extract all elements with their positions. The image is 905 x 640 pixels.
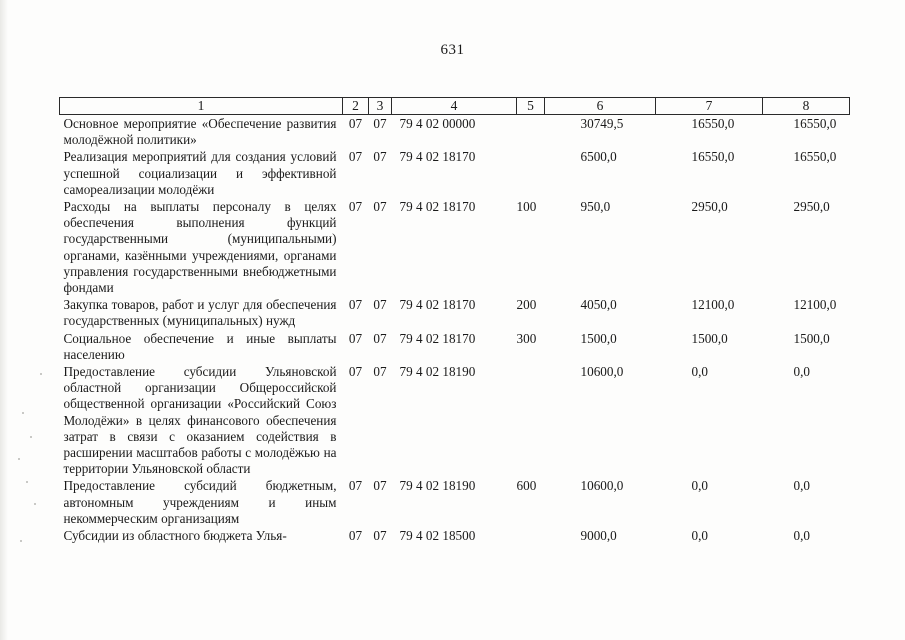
row-name-cell: Реализация мероприятий для создания условий успешной социализации и эффективной самореализации молодёжи [63,149,337,197]
scan-edge [0,0,8,640]
row-amount-col8-cell: 0,0 [793,364,810,380]
row-target-code-cell: 79 4 02 18190 [399,478,476,494]
row-name-cell: Закупка товаров, работ и услуг для обеспечения государственных (муниципальных) нужд [63,297,337,329]
row-amount-col7-cell: 1500,0 [691,330,728,346]
row-amount-col6-cell: 30749,5 [580,116,624,131]
row-amount-col6-cell: 9000,0 [580,528,617,544]
row-target-code-cell: 79 4 02 18170 [399,330,476,346]
scan-speck [18,458,20,460]
header-cell-4: 4 [392,98,517,115]
scan-speck [22,412,24,414]
row-amount-col8-cell: 12100,0 [793,297,837,313]
scan-speck [26,481,28,483]
header-cell-2: 2 [343,98,369,115]
row-name-cell: Социальное обеспечение и иные выплаты населению [63,330,337,362]
row-amount-col8-cell: 1500,0 [793,330,830,346]
row-subsection-cell: 07 [373,528,387,544]
row-subsection-cell: 07 [373,199,387,215]
row-name-cell: Расходы на выплаты персоналу в целях обеспечения выполнения функций государственными (муниципальными) органами, казёнными учреждениями, органами управления государственными внебюджетными фондами [63,199,337,296]
row-amount-col6-cell: 950,0 [580,199,611,215]
header-cell-8: 8 [763,98,850,115]
header-cell-1: 1 [60,98,343,115]
budget-table [59,97,850,544]
row-section-cell: 07 [348,478,363,494]
header-cell-7: 7 [656,98,763,115]
row-section-cell: 07 [348,116,363,131]
row-section-cell: 07 [348,149,363,165]
row-amount-col8-cell: 16550,0 [793,116,837,131]
row-target-code-cell: 79 4 02 18190 [399,364,476,380]
row-target-code-cell: 79 4 02 18170 [399,199,476,215]
header-row [60,98,850,115]
row-amount-col6-cell: 10600,0 [580,364,624,380]
table-row [60,198,850,296]
page-number: 631 [440,42,465,58]
row-section-cell: 07 [348,199,363,215]
scan-speck [30,436,32,438]
table-row [60,363,850,477]
row-amount-col6-cell: 1500,0 [580,330,617,346]
scan-speck [34,503,36,505]
row-target-code-cell: 79 4 02 18170 [399,149,476,165]
row-expense-type-cell [517,363,545,477]
scan-speck [20,540,22,542]
table-row [60,148,850,198]
row-target-code-cell: 79 4 02 18500 [399,528,476,544]
row-amount-col8-cell: 2950,0 [793,199,830,215]
row-subsection-cell: 07 [373,364,387,380]
table-row [60,330,850,363]
row-target-code-cell: 79 4 02 00000 [399,116,476,131]
row-amount-col6-cell: 6500,0 [580,149,617,165]
header-cell-5: 5 [517,98,545,115]
header-cell-3: 3 [369,98,392,115]
row-amount-col7-cell: 0,0 [691,528,708,544]
row-amount-col8-cell: 16550,0 [793,149,837,165]
row-expense-type-cell: 600 [516,478,537,494]
row-amount-col6-cell: 4050,0 [580,297,617,313]
scan-speck [40,373,42,375]
row-amount-col7-cell: 2950,0 [691,199,728,215]
row-amount-col7-cell: 16550,0 [691,116,735,131]
row-expense-type-cell [517,527,545,544]
row-target-code-cell: 79 4 02 18170 [399,297,476,313]
row-expense-type-cell [517,115,545,149]
row-section-cell: 07 [348,297,363,313]
row-expense-type-cell [517,148,545,198]
row-section-cell: 07 [348,364,363,380]
row-name-cell: Предоставление субсидии Ульяновской областной организации Общероссийской общественной организации «Российский Союз Молодёжи» в целях финансового обеспечения затрат в связи с оказанием содействия в расширении масштабов работы с молодёжью на территории Ульяновской области [63,364,337,477]
row-amount-col8-cell: 0,0 [793,528,810,544]
row-expense-type-cell: 100 [516,199,537,215]
row-amount-col7-cell: 0,0 [691,364,708,380]
table-row [60,115,850,149]
row-subsection-cell: 07 [373,478,387,494]
row-expense-type-cell: 300 [516,330,537,346]
table-row [60,527,850,544]
row-expense-type-cell: 200 [516,297,537,313]
row-subsection-cell: 07 [373,149,387,165]
row-amount-col7-cell: 16550,0 [691,149,735,165]
row-name-cell: Основное мероприятие «Обеспечение развития молодёжной политики» [63,116,337,148]
table-row [60,477,850,527]
table-row [60,296,850,329]
header-cell-6: 6 [545,98,656,115]
row-section-cell: 07 [348,330,363,346]
row-name-cell: Предоставление субсидий бюджетным, автономным учреждениям и иным некоммерческим организациям [63,478,337,526]
row-amount-col6-cell: 10600,0 [580,478,624,494]
row-section-cell: 07 [348,528,363,544]
row-subsection-cell: 07 [373,330,387,346]
table-header [60,98,850,115]
row-subsection-cell: 07 [373,297,387,313]
row-subsection-cell: 07 [373,116,387,131]
row-amount-col7-cell: 12100,0 [691,297,735,313]
row-amount-col8-cell: 0,0 [793,478,810,494]
table-body [60,115,850,545]
row-amount-col7-cell: 0,0 [691,478,708,494]
row-name-cell: Субсидии из областного бюджета Улья- [63,528,287,544]
